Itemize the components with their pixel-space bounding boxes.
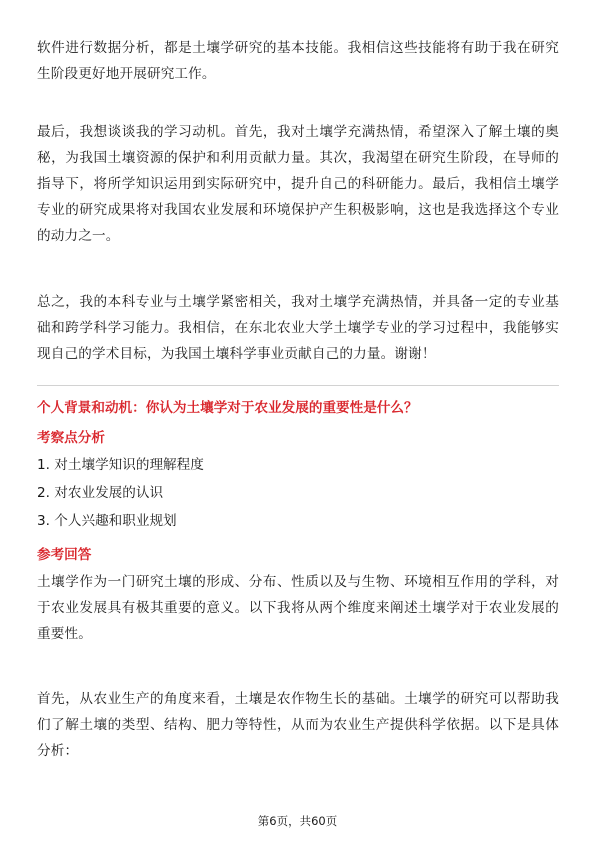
analysis-item: 3. 个人兴趣和职业规划 (37, 513, 177, 529)
analysis-item: 1. 对土壤学知识的理解程度 (37, 457, 204, 473)
answer-paragraph: 首先，从农业生产的角度来看，土壤是农作物生长的基础。土壤学的研究可以帮助我们了解土壤的类型、结构、肥力等特性，从而为农业生产提供科学依据。以下是具体分析： (37, 691, 559, 759)
answer-paragraph: 土壤学作为一门研究土壤的形成、分布、性质以及与生物、环境相互作用的学科，对于农业发展具有极其重要的意义。以下我将从两个维度来阐述土壤学对于农业发展的重要性。 (37, 574, 559, 642)
body-paragraph: 最后，我想谈谈我的学习动机。首先，我对土壤学充满热情，希望深入了解土壤的奥秘，为我国土壤资源的保护和利用贡献力量。其次，我渴望在研究生阶段，在导师的指导下，将所学知识运用到实际研究中，提升自己的科研能力。最后，我相信土壤学专业的研究成果将对我国农业发展和环境保护产生积极影响，这也是我选择这个专业的动力之一。 (37, 124, 559, 244)
page-footer: 第6页，共60页 (257, 814, 338, 828)
body-paragraph: 总之，我的本科专业与土壤学紧密相关，我对土壤学充满热情，并具备一定的专业基础和跨学科学习能力。我相信，在东北农业大学土壤学专业的学习过程中，我能够实现自己的学术目标，为我国土壤科学事业贡献自己的力量。谢谢！ (37, 294, 559, 362)
analysis-title: 考察点分析 (37, 430, 105, 446)
body-paragraph: 软件进行数据分析，都是土壤学研究的基本技能。我相信这些技能将有助于我在研究生阶段更好地开展研究工作。 (37, 40, 559, 82)
question-heading: 个人背景和动机：你认为土壤学对于农业发展的重要性是什么？ (37, 400, 418, 416)
analysis-item: 2. 对农业发展的认识 (37, 485, 164, 501)
answer-title: 参考回答 (37, 547, 92, 563)
section-divider (37, 385, 559, 386)
